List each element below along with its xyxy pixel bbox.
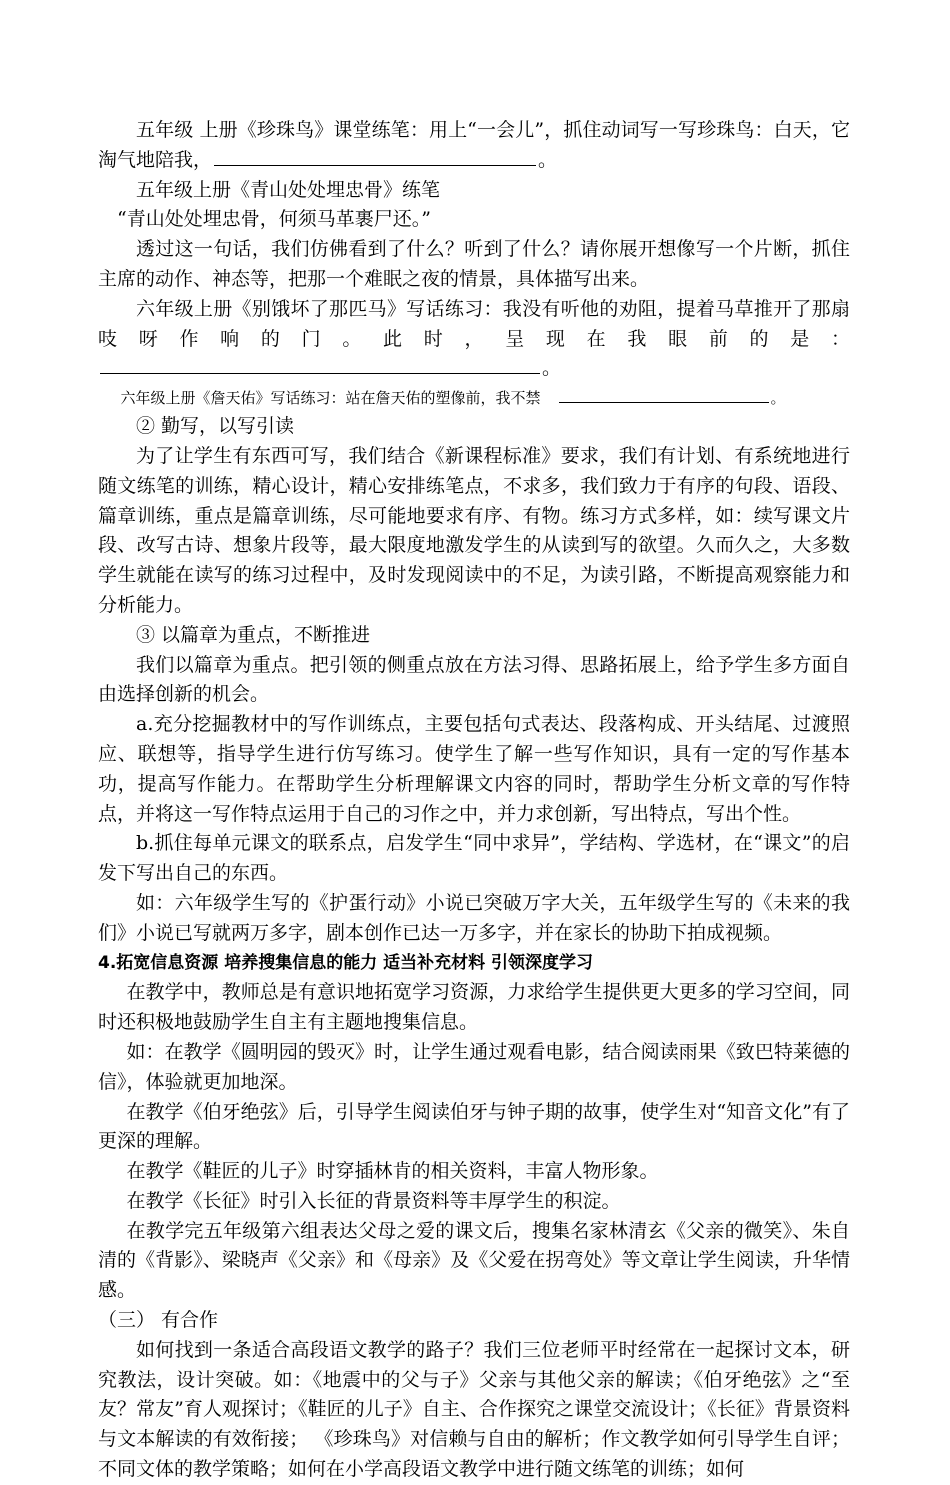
paragraph-horse-exercise: 六年级上册《别饿坏了那匹马》写话练习：我没有听他的劝阻，提着马草推开了那扇吱呀作响的门。此时，呈现在我眼前的是：。 <box>98 297 850 380</box>
fill-in-blank[interactable] <box>214 147 536 166</box>
paragraph-chapter-focus: 我们以篇章为重点。把引领的侧重点放在方法习得、思路拓展上，给予学生多方面自由选择创新的机会。 <box>98 653 850 706</box>
paragraph-long-march: 在教学《长征》时引入长征的背景资料等丰厚学生的积淀。 <box>126 1189 621 1212</box>
paragraph-writing-training: 为了让学生有东西可写，我们结合《新课程标准》要求，我们有计划、有系统地进行随文练笔的训练，精心设计，精心安排练笔点，不求多，我们致力于有序的句段、语段、篇章训练，重点是篇章训练，尽可能地要求有序、有物。练习方式多样，如：续写课文片段、改写古诗、想象片段等，最大限度地激发学生的从读到写的欲望。久而久之，大多数学生就能在读写的练习过程中，及时发现阅读中的不足，为读引路，不断提高观察能力和分析能力。 <box>98 444 850 616</box>
paragraph-example-novels: 如：六年级学生写的《护蛋行动》小说已突破万字大关，五年级学生写的《未来的我们》小说已写就两万多字，剧本创作已达一万多字，并在家长的协助下拍成视频。 <box>98 891 850 944</box>
paragraph-heading-qingshan: 五年级上册《青山处处埋忠骨》练笔 <box>136 178 441 201</box>
paragraph-yuanmingyuan: 如：在教学《圆明园的毁灭》时，让学生通过观看电影，结合阅读雨果《致巴特莱德的信》，体验就更加地深。 <box>98 1040 850 1093</box>
paragraph-pearl-bird-exercise: 五年级 上册《珍珠鸟》课堂练笔：用上“一会儿”，抓住动词写一写珍珠鸟：白天，它淘气地陪我， 。 <box>98 119 850 171</box>
paragraph-parental-love: 在教学完五年级第六组表达父母之爱的课文后，搜集名家林清玄《父亲的微笑》、朱自清的《背影》、梁晓声《父亲》和《母亲》及《父爱在拐弯处》等文章让学生阅读，升华情感。 <box>98 1219 850 1302</box>
subheading-write-to-read: ② 勤写，以写引读 <box>136 415 295 438</box>
paragraph-shoemaker: 在教学《鞋匠的儿子》时穿插林肯的相关资料，丰富人物形象。 <box>126 1160 659 1183</box>
section-heading-cooperation: （三） 有合作 <box>98 1309 219 1332</box>
paragraph-point-b: b.抓住每单元课文的联系点，启发学生“同中求异”，学结构、学选材，在“课文”的启发下写出自己的东西。 <box>98 832 850 885</box>
paragraph-resources: 在教学中，教师总是有意识地拓宽学习资源，力求给学生提供更大更多的学习空间，同时还积极地鼓励学生自主有主题地搜集信息。 <box>98 981 850 1034</box>
subheading-chapter-focus: ③ 以篇章为重点，不断推进 <box>136 623 371 646</box>
fill-in-blank[interactable] <box>559 388 769 403</box>
paragraph-zhantianyou-exercise: 六年级上册《詹天佑》写话练习：站在詹天佑的塑像前，我不禁 。 <box>120 389 786 408</box>
paragraph-qingshan-prompt: 透过这一句话，我们仿佛看到了什么？听到了什么？请你展开想像写一个片断，抓住主席的动作、神态等，把那一个难眠之夜的情景，具体描写出来。 <box>98 238 850 290</box>
paragraph-boya: 在教学《伯牙绝弦》后，引导学生阅读伯牙与钟子期的故事，使学生对“知音文化”有了更深的理解。 <box>98 1100 850 1153</box>
paragraph-point-a: a.充分挖掘教材中的写作训练点，主要包括句式表达、段落构成、开头结尾、过渡照应、联想等，指导学生进行仿写练习。使学生了解一些写作知识，具有一定的写作基本功，提高写作能力。在帮助学生分析理解课文内容的同时，帮助学生分析文章的写作特点，并将这一写作特点运用于自己的习作之中，并力求创新，写出特点，写出个性。 <box>98 713 850 825</box>
document-body <box>98 116 850 1485</box>
fill-in-blank[interactable] <box>100 355 540 374</box>
paragraph-poem-quote: “青山处处埋忠骨，何须马革裹尸还。” <box>117 208 431 231</box>
paragraph-cooperation: 如何找到一条适合高段语文教学的路子？我们三位老师平时经常在一起探讨文本，研究教法，设计突破。如：《地震中的父与子》父亲与其他父亲的解读；《伯牙绝弦》之“至友？常友”育人观探讨；《鞋匠的儿子》自主、合作探究之课堂交流设计；《长征》背景资料与文本解读的有效衔接； 《珍珠鸟》对信赖与自由的解析；作文教学如何引导学生自评；不同文体的教学策略；如何在小学高段语文教学中进行随文练笔的训练；如何 <box>98 1338 850 1481</box>
section-heading-4: 4.拓宽信息资源 培养搜集信息的能力 适当补充材料 引领深度学习 <box>98 952 594 973</box>
